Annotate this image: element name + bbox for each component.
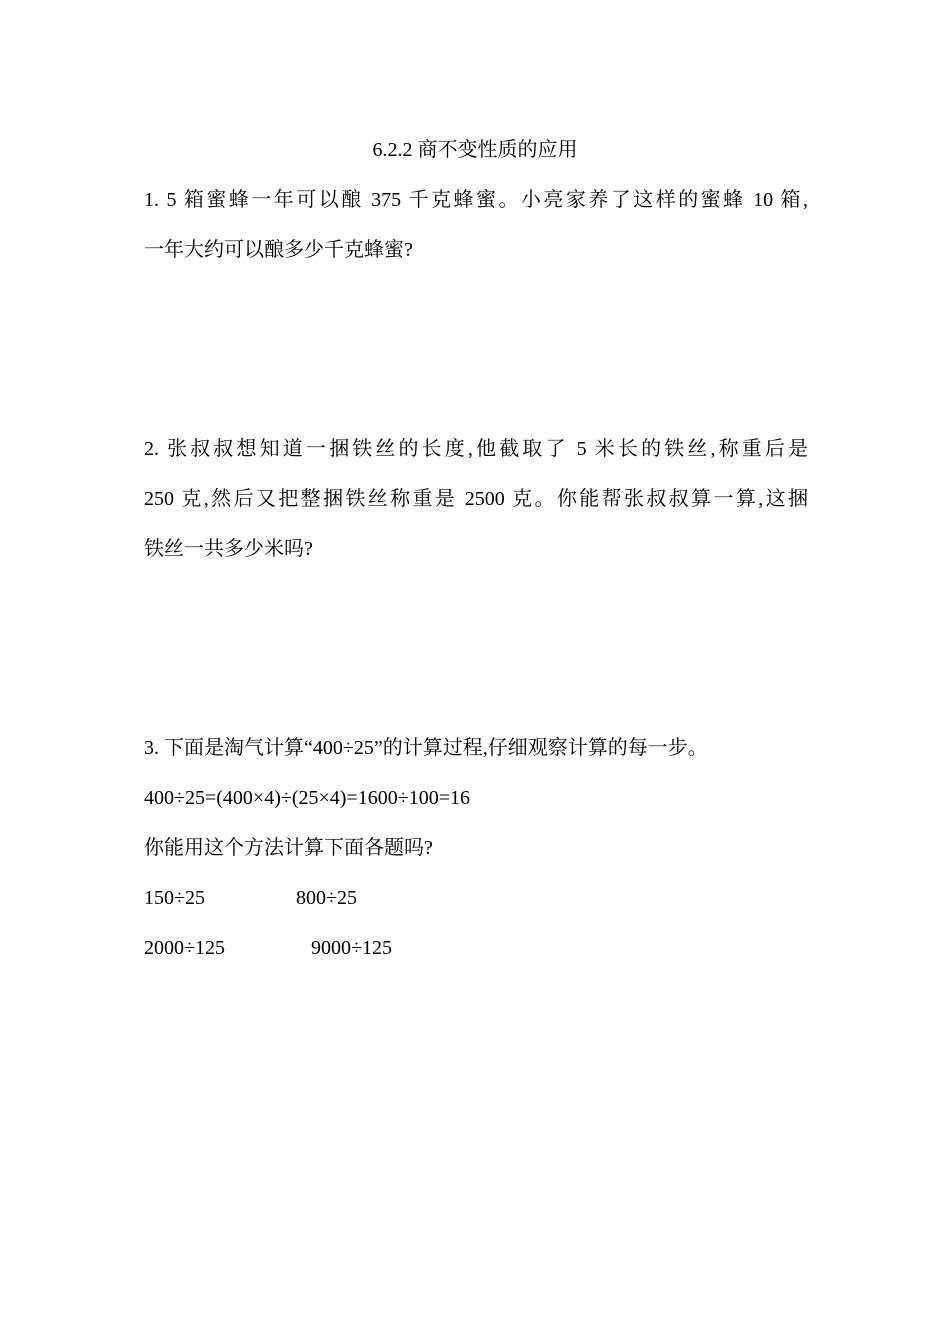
exercise-3: 2000÷125	[144, 937, 225, 959]
problem-1-line-2: 一年大约可以酿多少千克蜂蜜?	[144, 239, 413, 261]
problem-2-line-1: 2. 张叔叔想知道一捆铁丝的长度,他截取了 5 米长的铁丝,称重后是	[144, 438, 808, 460]
problem-2-line-3: 铁丝一共多少米吗?	[144, 538, 313, 560]
exercise-2: 800÷25	[296, 887, 357, 909]
problem-3-question: 你能用这个方法计算下面各题吗?	[144, 837, 433, 859]
problem-2-line-2: 250 克,然后又把整捆铁丝称重是 2500 克。你能帮张叔叔算一算,这捆	[144, 488, 808, 510]
exercise-4: 9000÷125	[311, 937, 392, 959]
problem-1-line-1: 1. 5 箱蜜蜂一年可以酿 375 千克蜂蜜。小亮家养了这样的蜜蜂 10 箱,	[144, 189, 808, 211]
problem-3-intro: 3. 下面是淘气计算“400÷25”的计算过程,仔细观察计算的每一步。	[144, 737, 708, 759]
exercise-1: 150÷25	[144, 887, 205, 909]
document-title: 6.2.2 商不变性质的应用	[372, 139, 578, 161]
problem-3-example: 400÷25=(400×4)÷(25×4)=1600÷100=16	[144, 787, 470, 809]
